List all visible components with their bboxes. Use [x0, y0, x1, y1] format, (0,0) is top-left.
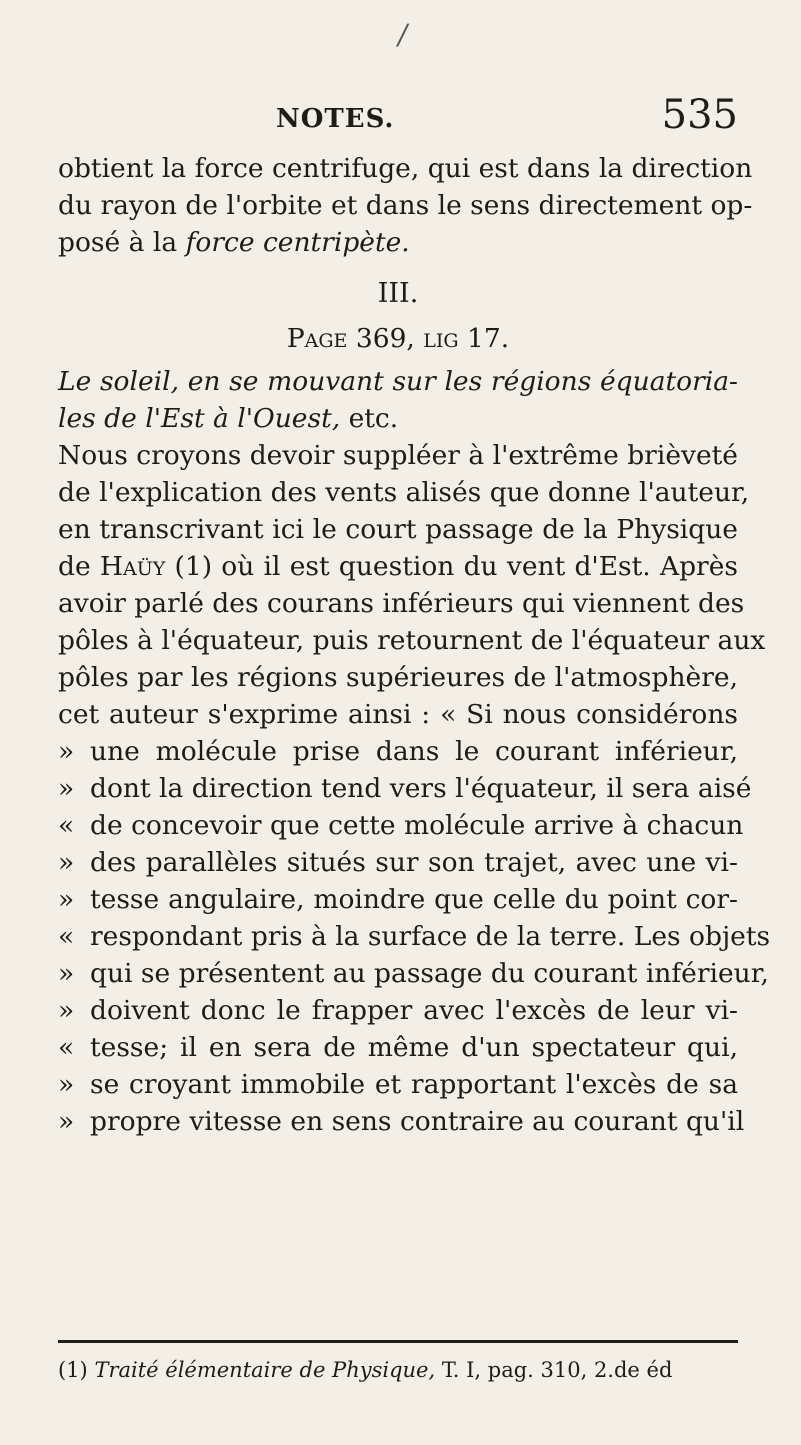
paragraph-line: de l'explication des vents alisés que donne l'auteur, — [58, 477, 750, 508]
text-span: posé à la — [58, 227, 178, 258]
quoted-text: propre vitesse en sens contraire au courant qu'il — [90, 1106, 745, 1137]
quoted-line — [58, 992, 738, 1029]
quoted-text: tesse angulaire, moindre que celle du point cor- — [90, 884, 738, 915]
page-number: 535 — [661, 92, 738, 138]
quote-mark: » — [58, 958, 75, 989]
quoted-line — [58, 733, 738, 770]
italic-term: force centripète. — [185, 227, 410, 258]
section-number: III. — [377, 278, 419, 309]
quoted-block — [58, 733, 771, 1140]
quoted-line — [58, 1103, 745, 1140]
quoted-text: des parallèles situés sur son trajet, avec une vi- — [90, 847, 738, 878]
quoted-text: se croyant immobile et rapportant l'excès de sa — [90, 1069, 738, 1100]
page-header — [58, 92, 738, 150]
footnote-title: Traité élémentaire de Physique, — [94, 1358, 436, 1382]
footnote-details: T. I, pag. 310, 2.de éd — [441, 1358, 673, 1382]
text-line — [58, 224, 738, 261]
quoted-line — [58, 1066, 738, 1103]
text-line: du rayon de l'orbite et dans le sens directement op- — [58, 190, 753, 221]
running-head: NOTES. — [276, 104, 395, 134]
paragraph-line: pôles par les régions supérieures de l'atmosphère, — [58, 662, 738, 693]
page-reference: Page 369, lig 17. — [286, 323, 510, 354]
quoted-text: respondant pris à la surface de la terre. Les objets — [90, 921, 771, 952]
pencil-mark: / — [395, 18, 411, 51]
quote-title-text: les de l'Est à l'Ouest, — [58, 403, 341, 434]
footnote-marker: (1) — [58, 1358, 88, 1382]
paragraph-line: pôles à l'équateur, puis retournent de l'équateur aux — [58, 625, 766, 656]
text-span: de — [58, 551, 100, 582]
author-name: Haüy — [99, 551, 166, 582]
quote-mark: » — [58, 995, 75, 1026]
paragraph-line: en transcrivant ici le court passage de la Physique — [58, 514, 738, 545]
quoted-line — [58, 1029, 738, 1066]
quote-mark: » — [58, 736, 75, 767]
quoted-line — [58, 955, 769, 992]
quoted-line — [58, 844, 738, 881]
quote-title-suffix: etc. — [340, 403, 399, 434]
quoted-line — [58, 881, 738, 918]
quoted-text: de concevoir que cette molécule arrive à chacun — [90, 810, 744, 841]
footnote-rule — [58, 1340, 738, 1343]
quoted-text: qui se présentent au passage du courant inférieur, — [90, 958, 769, 989]
quoted-text: dont la direction tend vers l'équateur, il sera aisé — [90, 773, 752, 804]
quote-mark: « — [58, 921, 75, 952]
footnote — [58, 1358, 748, 1382]
paragraph-line: Nous croyons devoir suppléer à l'extrême brièveté — [58, 440, 738, 471]
quote-mark: » — [58, 1069, 75, 1100]
paragraph-line — [58, 548, 738, 585]
quoted-text: doivent donc le frapper avec l'excès de leur vi- — [90, 995, 738, 1026]
quote-title-line: Le soleil, en se mouvant sur les régions équatoria- — [58, 366, 738, 397]
body-text — [58, 150, 771, 1140]
quote-mark: » — [58, 847, 75, 878]
quoted-line — [58, 807, 744, 844]
quote-mark: » — [58, 773, 75, 804]
quoted-line — [58, 918, 771, 955]
quoted-text: une molécule prise dans le courant inférieur, — [90, 736, 738, 767]
quote-title-line — [58, 400, 738, 437]
quote-mark: « — [58, 1032, 75, 1063]
quote-mark: » — [58, 1106, 75, 1137]
paragraph-line: cet auteur s'exprime ainsi : « Si nous considérons — [58, 699, 738, 730]
quote-mark: « — [58, 810, 75, 841]
text-line: obtient la force centrifuge, qui est dans la direction — [58, 153, 753, 184]
paragraph-line: avoir parlé des courans inférieurs qui viennent des — [58, 588, 745, 619]
text-span: (1) où il est question du vent d'Est. Après — [165, 551, 738, 582]
quoted-line — [58, 770, 752, 807]
quote-mark: » — [58, 884, 75, 915]
quoted-text: tesse; il en sera de même d'un spectateur qui, — [90, 1032, 738, 1063]
